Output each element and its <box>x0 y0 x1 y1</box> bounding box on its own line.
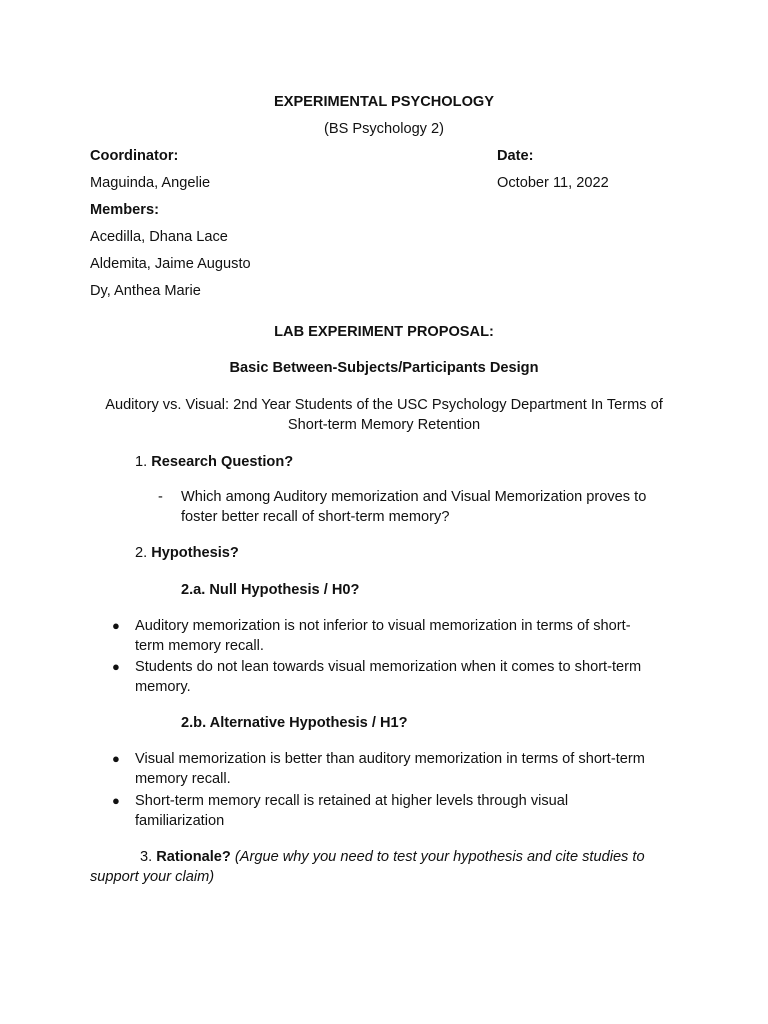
null-item-line2: term memory recall. <box>135 638 264 654</box>
proposal-title-line2: Short-term Memory Retention <box>287 417 481 433</box>
section-label: Hypothesis? <box>151 545 239 561</box>
hypothesis-heading <box>135 543 239 563</box>
date-value: October 11, 2022 <box>497 175 609 191</box>
coordinator-label: Coordinator: <box>90 148 179 164</box>
member-name: Dy, Anthea Marie <box>90 283 201 299</box>
section-number: 2. <box>135 545 148 561</box>
null-hypothesis-heading: 2.a. Null Hypothesis / H0? <box>181 582 360 598</box>
bullet-icon: ● <box>112 618 120 633</box>
design-heading: Basic Between-Subjects/Participants Design <box>229 360 539 376</box>
null-item-line1: Auditory memorization is not inferior to visual memorization in terms of short- <box>135 618 631 634</box>
section-label: Rationale? <box>156 849 231 865</box>
rationale-note-line1: (Argue why you need to test your hypothesis and cite studies to <box>234 849 645 865</box>
alt-item-line1: Short-term memory recall is retained at higher levels through visual <box>135 793 569 809</box>
date-label: Date: <box>497 148 534 164</box>
coordinator-name: Maguinda, Angelie <box>90 175 211 191</box>
members-label: Members: <box>90 202 159 218</box>
alt-item-line2: familiarization <box>135 813 225 829</box>
bullet-icon: ● <box>112 793 120 808</box>
proposal-title-line1: Auditory vs. Visual: 2nd Year Students of the USC Psychology Department In Terms of <box>105 397 663 413</box>
research-question-heading <box>135 452 293 472</box>
bullet-icon: ● <box>112 751 120 766</box>
section-number: 1. <box>135 454 148 470</box>
null-item-line1: Students do not lean towards visual memorization when it comes to short-term <box>135 659 642 675</box>
null-item-line2: memory. <box>135 679 191 695</box>
rationale-heading <box>140 847 645 867</box>
member-name: Aldemita, Jaime Augusto <box>90 256 251 272</box>
bullet-icon: ● <box>112 659 120 674</box>
course-section: (BS Psychology 2) <box>323 121 445 137</box>
research-question-text-line2: foster better recall of short-term memory? <box>181 509 450 525</box>
alt-item-line2: memory recall. <box>135 771 231 787</box>
member-name: Acedilla, Dhana Lace <box>90 229 228 245</box>
alt-hypothesis-heading: 2.b. Alternative Hypothesis / H1? <box>181 715 408 731</box>
proposal-heading: LAB EXPERIMENT PROPOSAL: <box>274 324 494 340</box>
section-label: Research Question? <box>151 454 294 470</box>
section-number: 3. <box>140 849 153 865</box>
dash-marker: - <box>158 489 163 505</box>
rationale-note-line2: support your claim) <box>90 869 215 885</box>
alt-item-line1: Visual memorization is better than auditory memorization in terms of short-term <box>135 751 645 767</box>
course-title: EXPERIMENTAL PSYCHOLOGY <box>273 94 495 110</box>
research-question-text-line1: Which among Auditory memorization and Visual Memorization proves to <box>181 489 647 505</box>
